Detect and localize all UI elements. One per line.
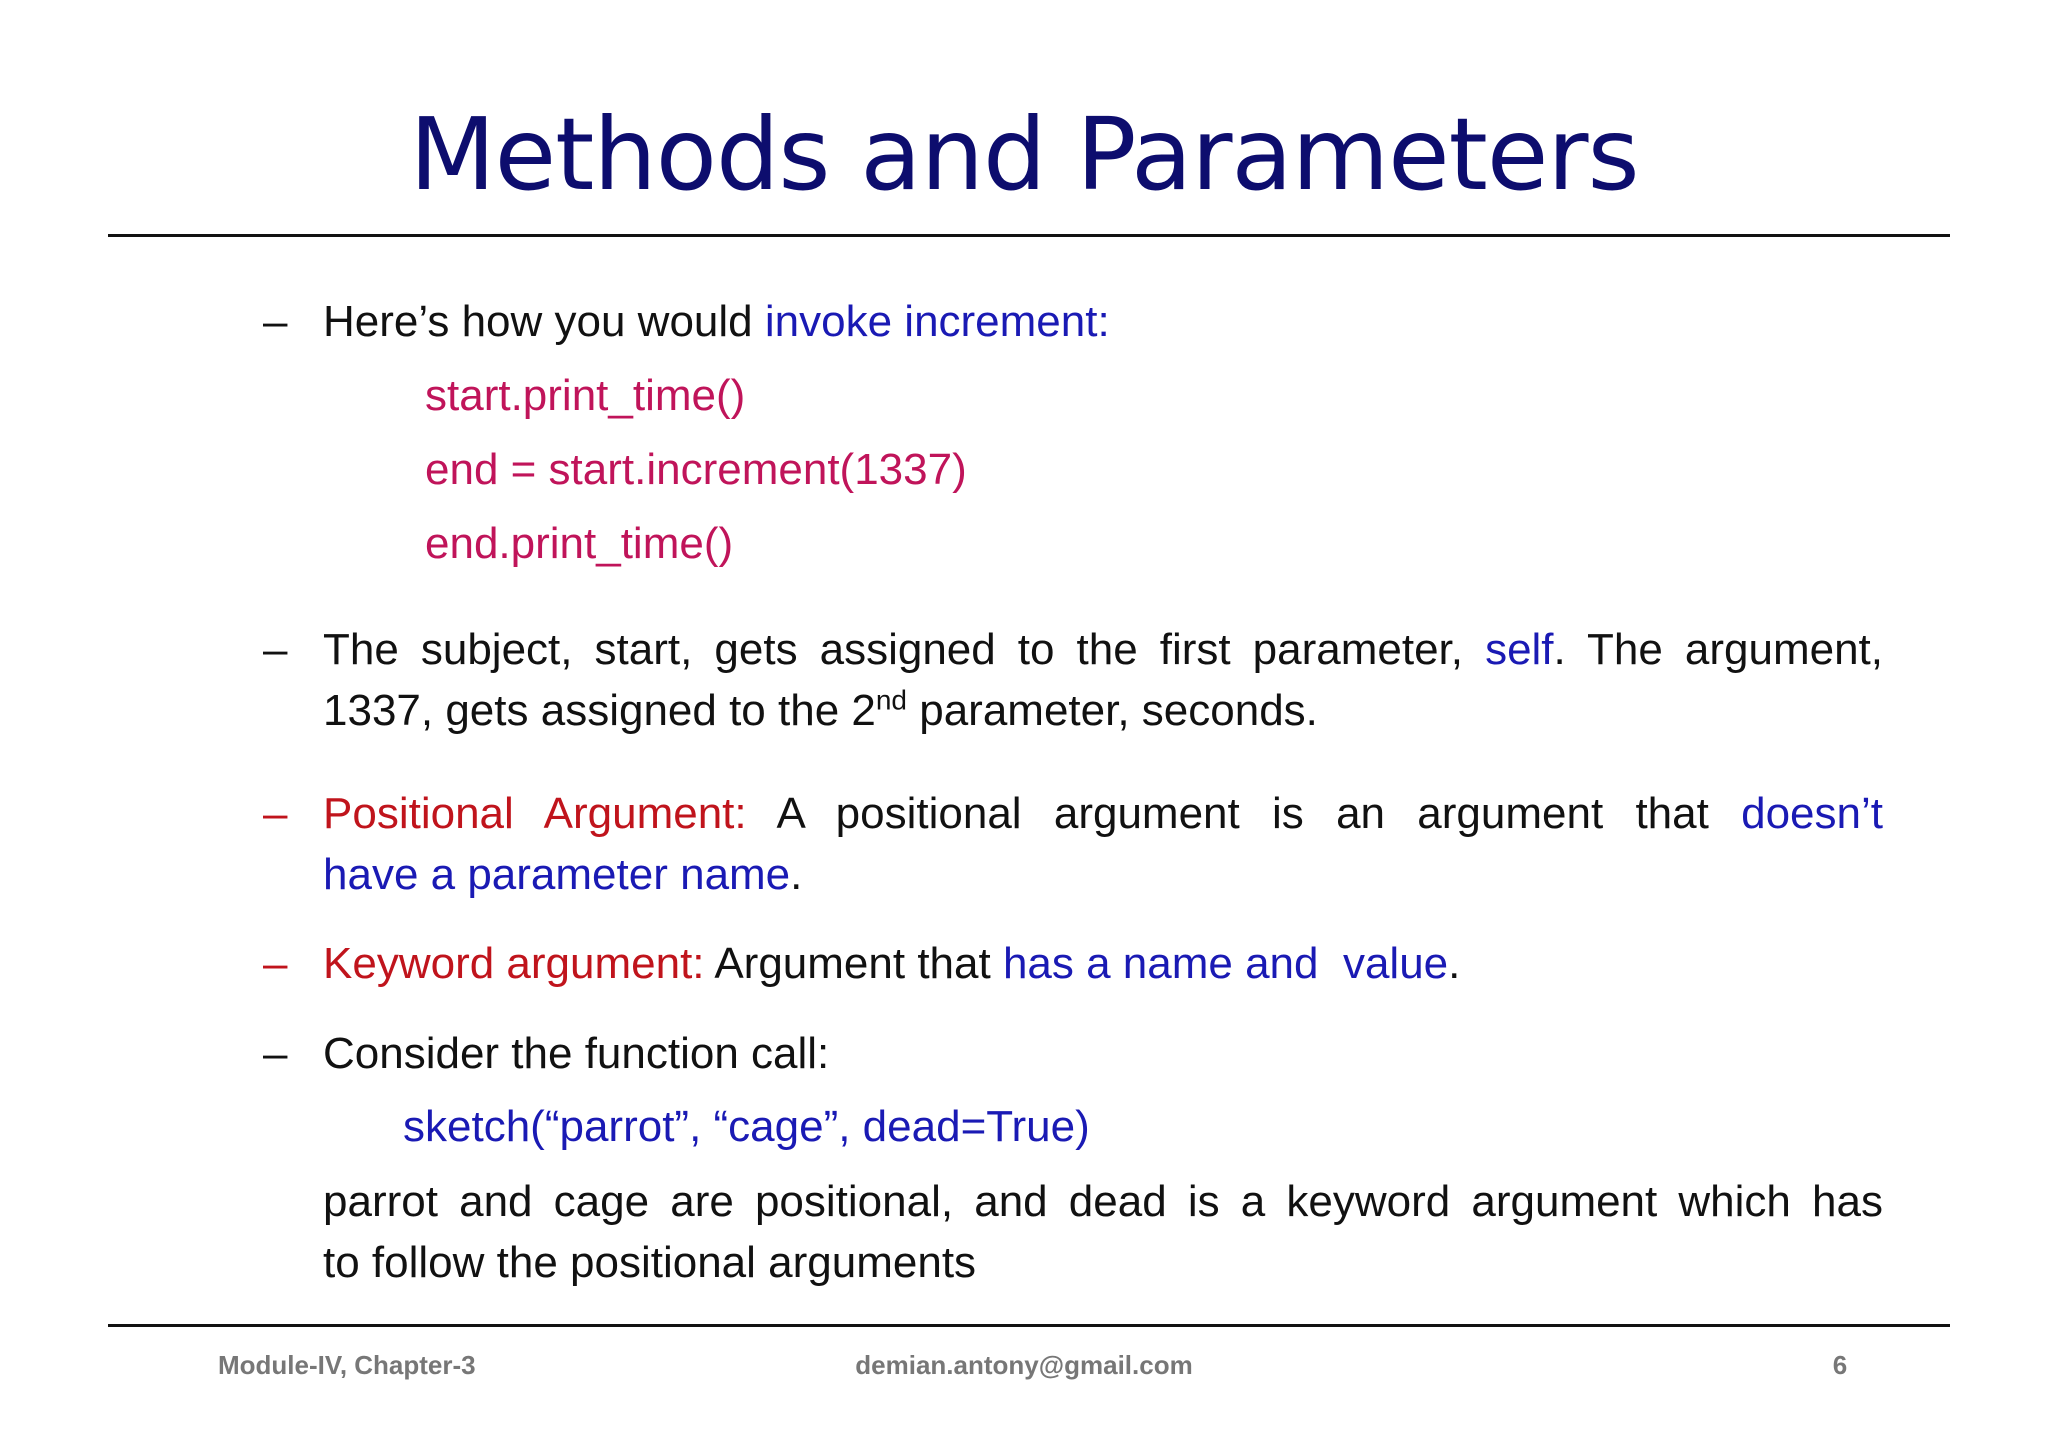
highlight-text: have a parameter name (323, 850, 791, 899)
bullet-dash: – (263, 1029, 288, 1078)
highlight-text: self (1485, 625, 1554, 674)
highlight-text: has a name and value (1002, 939, 1449, 988)
title-divider (108, 234, 1950, 237)
bullet-dash: – (263, 789, 288, 838)
bullet-positional-line-1 (323, 784, 1883, 844)
footer-module: Module-IV, Chapter-3 (218, 1350, 476, 1380)
footer-email: demian.antony@gmail.com (855, 1350, 1193, 1380)
bullet-text: parameter, seconds. (907, 686, 1318, 735)
bullet-consider: Consider the function call: (323, 1029, 830, 1078)
footer-page-number: 6 (1832, 1350, 1848, 1380)
bullet-text: The subject, start, gets assigned to the first parameter, (323, 625, 1486, 674)
bullet-explain-line-2: to follow the positional arguments (323, 1238, 977, 1287)
highlight-text: doesn’t (1741, 789, 1883, 838)
bullet-dash: – (263, 939, 288, 988)
slide-title: Methods and Parameters (409, 96, 1639, 213)
code-line-3: end.print_time() (425, 519, 734, 568)
bullet-explain-line-1: parrot and cage are positional, and dead is a keyword argument which has (323, 1177, 1883, 1226)
bullet-text: A positional argument is an argument that (746, 789, 1742, 838)
code-sketch-call: sketch(“parrot”, “cage”, dead=True) (403, 1102, 1090, 1151)
bullet-text: Here’s how you would (323, 297, 765, 346)
bullet-text: . (790, 850, 803, 899)
highlight-text: invoke increment: (764, 297, 1110, 346)
bullet-text: Argument that (704, 939, 1003, 988)
bullet-invoke (323, 292, 1883, 352)
bullet-text: . The argument, (1553, 625, 1883, 674)
bullet-dash: – (263, 297, 288, 346)
term-keyword: Keyword argument: (323, 939, 705, 988)
term-positional: Positional Argument: (323, 789, 747, 838)
bullet-text: . (1448, 939, 1461, 988)
code-line-1: start.print_time() (425, 371, 746, 420)
bullet-subject-line-1 (323, 620, 1883, 680)
bullet-dash: – (263, 625, 288, 674)
bullet-positional-line-2 (323, 845, 1883, 905)
bullet-text: 1337, gets assigned to the 2 (323, 686, 876, 735)
bullet-subject-line-2 (323, 681, 1883, 741)
code-line-2: end = start.increment(1337) (425, 445, 967, 494)
footer-divider (108, 1324, 1950, 1327)
superscript: nd (875, 684, 908, 716)
bullet-keyword (323, 934, 1883, 994)
